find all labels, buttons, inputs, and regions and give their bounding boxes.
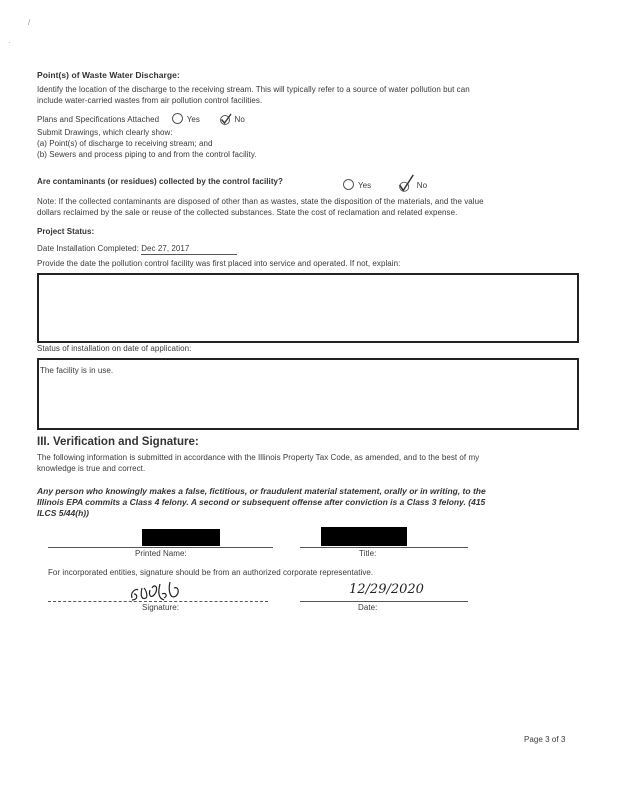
submit-drawings-label: Submit Drawings, which clearly show: (37, 128, 173, 137)
plans-no-label: No (234, 115, 245, 124)
contaminants-yes-label: Yes (358, 181, 372, 190)
verification-heading: III. Verification and Signature: (37, 436, 199, 448)
printed-name-redaction (142, 529, 220, 546)
date-installation-row (37, 244, 237, 255)
date-installation-label: Date Installation Completed: (37, 244, 139, 253)
title-label: Title: (359, 549, 377, 558)
contaminants-question: Are contaminants (or residues) collected by the control facility? (37, 177, 283, 186)
printed-name-label: Printed Name: (135, 549, 187, 558)
date-installation-value[interactable]: Dec 27, 2017 (141, 244, 237, 255)
plans-yes-radio[interactable] (172, 113, 183, 124)
plans-yes-label: Yes (186, 115, 200, 124)
felony-warning-line3: ILCS 5/44(h)) (37, 508, 89, 518)
scan-mark-left: · (8, 38, 11, 47)
discharge-desc-line1: Identify the location of the discharge to the receiving stream. This will typically refer to a source of water pollution but can (37, 85, 470, 94)
submit-item-a: (a) Point(s) of discharge to receiving stream; and (37, 139, 213, 148)
signature-date-value: 12/29/2020 (349, 582, 424, 597)
signature-label: Signature: (142, 603, 179, 612)
page-number: Page 3 of 3 (524, 735, 566, 744)
verification-para-line1: The following information is submitted in accordance with the Illinois Property Tax Code, as amended, and to the best of my (37, 453, 480, 462)
status-textbox[interactable] (37, 358, 579, 430)
discharge-heading: Point(s) of Waste Water Discharge: (37, 70, 180, 80)
submit-item-b: (b) Sewers and process piping to and from the control facility. (37, 150, 257, 159)
status-value: The facility is in use. (40, 366, 114, 375)
explain-textbox[interactable] (37, 273, 579, 343)
date-line (300, 601, 468, 602)
plans-no-checked-icon[interactable] (219, 112, 233, 126)
signature-line (48, 601, 268, 602)
contaminants-options (343, 174, 427, 194)
plans-label: Plans and Specifications Attached (37, 115, 160, 124)
felony-warning-line2: Illinois EPA commits a Class 4 felony. A second or subsequent offense after conviction is a Class 3 felony. (415 (37, 497, 486, 507)
provide-date-label: Provide the date the pollution control facility was first placed into service and operated. If not, explain: (37, 259, 401, 268)
scan-mark-top: / (28, 18, 31, 27)
plans-row (37, 112, 245, 126)
corporate-note: For incorporated entities, signature should be from an authorized corporate representative. (48, 568, 374, 577)
contaminants-note-line2: dollars reclaimed by the sale or reuse of the collected substances. State the cost of reclamation and related expense. (37, 208, 458, 217)
felony-warning (37, 486, 486, 519)
title-line (300, 547, 468, 548)
project-status-heading: Project Status: (37, 227, 95, 236)
contaminants-note-line1: Note: If the collected contaminants are disposed of other than as wastes, state the disposition of the materials, and the value (37, 197, 484, 206)
date-label: Date: (358, 603, 378, 612)
contaminants-yes-radio[interactable] (343, 179, 354, 190)
printed-name-line (48, 547, 273, 548)
status-installation-label: Status of installation on date of application: (37, 344, 192, 353)
discharge-desc-line2: include water-carried wastes from air pollution control facilities. (37, 96, 263, 105)
title-redaction (321, 527, 407, 546)
verification-para-line2: knowledge is true and correct. (37, 464, 146, 473)
felony-warning-line1: Any person who knowingly makes a false, fictitious, or fraudulent material statement, orally or in writing, to the (37, 486, 486, 496)
contaminants-no-label: No (416, 181, 428, 190)
contaminants-no-checked-icon[interactable] (396, 174, 416, 194)
